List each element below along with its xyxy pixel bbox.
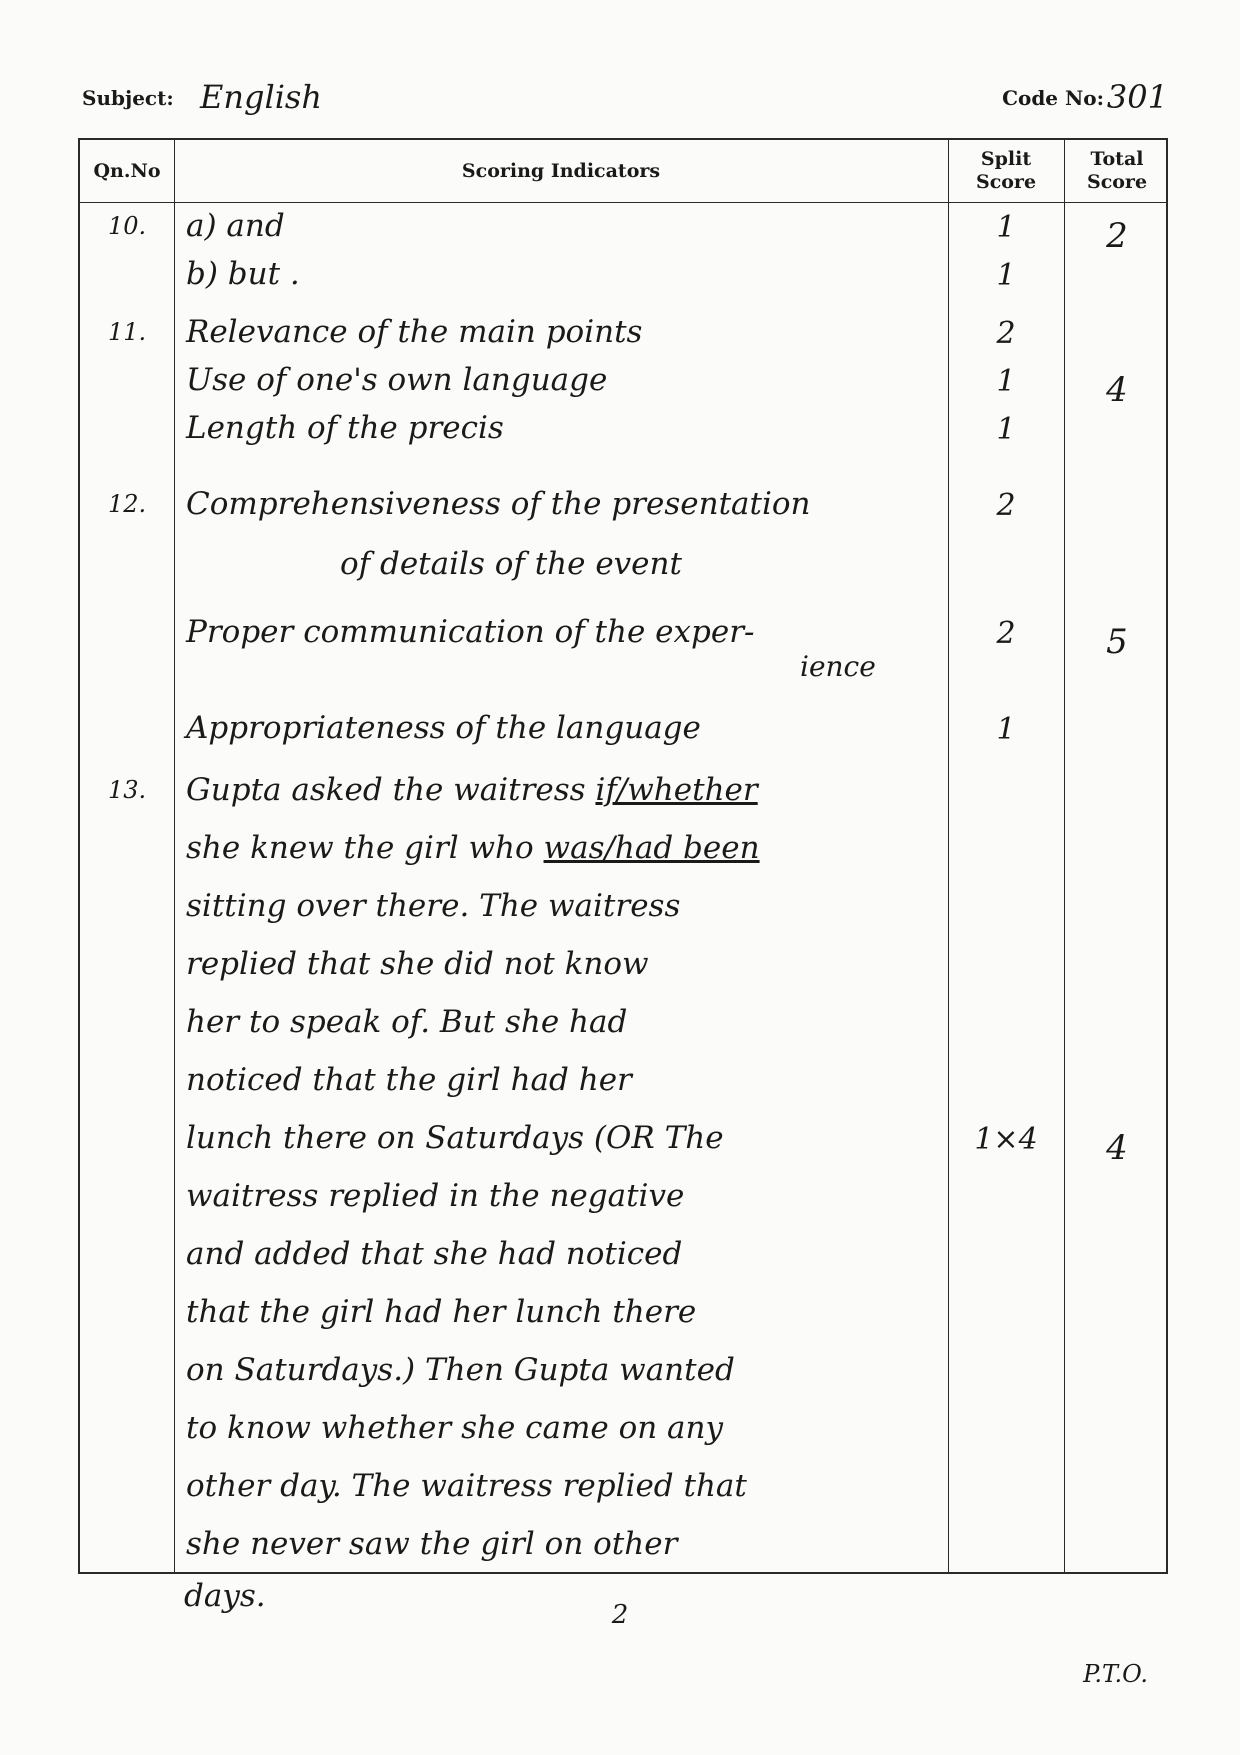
table-row: [80, 1236, 1166, 1284]
indicator-line: other day. The waitress replied that: [186, 1468, 747, 1504]
indicator-line: Appropriateness of the language: [186, 710, 701, 746]
answer-text: she knew the girl who: [186, 830, 544, 866]
question-number: 12.: [108, 490, 147, 518]
header-total-score: Total Score: [1086, 148, 1148, 193]
code-value: 301: [1106, 78, 1168, 116]
question-number: 13.: [108, 776, 147, 804]
indicator-line: and added that she had noticed: [186, 1236, 683, 1272]
underlined-alternative: if/whether: [595, 772, 758, 808]
indicator-line: that the girl had her lunch there: [186, 1294, 697, 1330]
pto-note: P.T.O.: [1083, 1660, 1148, 1688]
subject-value: English: [200, 78, 322, 116]
question-number: 10.: [108, 212, 147, 240]
table-row: [80, 1410, 1166, 1458]
header-divider: [80, 202, 1166, 203]
table-row: [80, 1468, 1166, 1516]
table-row: [80, 1294, 1166, 1342]
table-row: [80, 1352, 1166, 1400]
split-score: 1: [996, 712, 1016, 747]
header-indicators: Scoring Indicators: [461, 159, 661, 182]
split-score: 2: [996, 488, 1016, 523]
answer-text: Gupta asked the waitress: [186, 772, 596, 808]
indicator-line: Use of one's own language: [186, 362, 608, 398]
scoring-table: [78, 138, 1168, 1574]
table-row: [80, 1004, 1166, 1052]
indicator-line: of details of the event: [340, 546, 682, 582]
table-row: [80, 314, 1166, 362]
indicator-line: noticed that the girl had her: [186, 1062, 632, 1098]
indicator-line: to know whether she came on any: [186, 1410, 724, 1446]
table-row: [80, 830, 1166, 878]
table-row: [80, 888, 1166, 936]
indicator-line: she never saw the girl on other: [186, 1526, 678, 1562]
indicator-line: Length of the precis: [186, 410, 504, 446]
header-split-score: Split Score: [975, 148, 1037, 193]
split-score: 2: [996, 616, 1016, 651]
indicator-line: replied that she did not know: [186, 946, 649, 982]
indicator-line: on Saturdays.) Then Gupta wanted: [186, 1352, 735, 1388]
total-score: 5: [1106, 622, 1128, 662]
table-row: [80, 1526, 1166, 1574]
table-row: [80, 710, 1166, 758]
total-score: 4: [1106, 1128, 1128, 1168]
page-header: [82, 78, 1168, 128]
indicator-line: waitress replied in the negative: [186, 1178, 685, 1214]
table-row: [80, 486, 1166, 534]
table-row: [80, 614, 1166, 683]
total-score: 4: [1106, 370, 1128, 410]
table-row: [80, 256, 1166, 304]
indicator-line: Proper communication of the exper-: [186, 614, 755, 650]
table-row: [80, 410, 1166, 458]
indicator-line: days.: [184, 1578, 266, 1614]
split-score: 1: [996, 210, 1016, 245]
indicator-line: Comprehensiveness of the presentation: [186, 486, 811, 522]
split-score: 1×4: [974, 1122, 1038, 1157]
indicator-line: b) but .: [186, 256, 300, 292]
indicator-line: lunch there on Saturdays (OR The: [186, 1120, 724, 1156]
indicator-line: a) and: [186, 208, 285, 244]
table-row: [80, 208, 1166, 256]
underlined-alternative: was/had been: [543, 830, 760, 866]
code-label: Code No:: [1002, 86, 1104, 110]
split-score: 1: [996, 258, 1016, 293]
total-score: 2: [1106, 216, 1128, 256]
indicator-line: [186, 830, 946, 866]
indicator-line: Relevance of the main points: [186, 314, 643, 350]
indicator-line-continuation: ience: [800, 650, 876, 683]
table-row: [80, 772, 1166, 820]
split-score: 1: [996, 364, 1016, 399]
table-row: [80, 546, 1166, 594]
indicator-line: sitting over there. The waitress: [186, 888, 681, 924]
indicator-line: [186, 772, 946, 808]
split-score: 1: [996, 412, 1016, 447]
header-qn: Qn.No: [93, 159, 161, 182]
subject-label: Subject:: [82, 86, 174, 110]
question-number: 11.: [108, 318, 147, 346]
indicator-line: her to speak of. But she had: [186, 1004, 628, 1040]
table-row: [80, 1120, 1166, 1168]
page-number: 2: [611, 1600, 629, 1630]
split-score: 2: [996, 316, 1016, 351]
table-row: [80, 946, 1166, 994]
table-row: [80, 1062, 1166, 1110]
table-row: [80, 362, 1166, 410]
table-row: [80, 1178, 1166, 1226]
